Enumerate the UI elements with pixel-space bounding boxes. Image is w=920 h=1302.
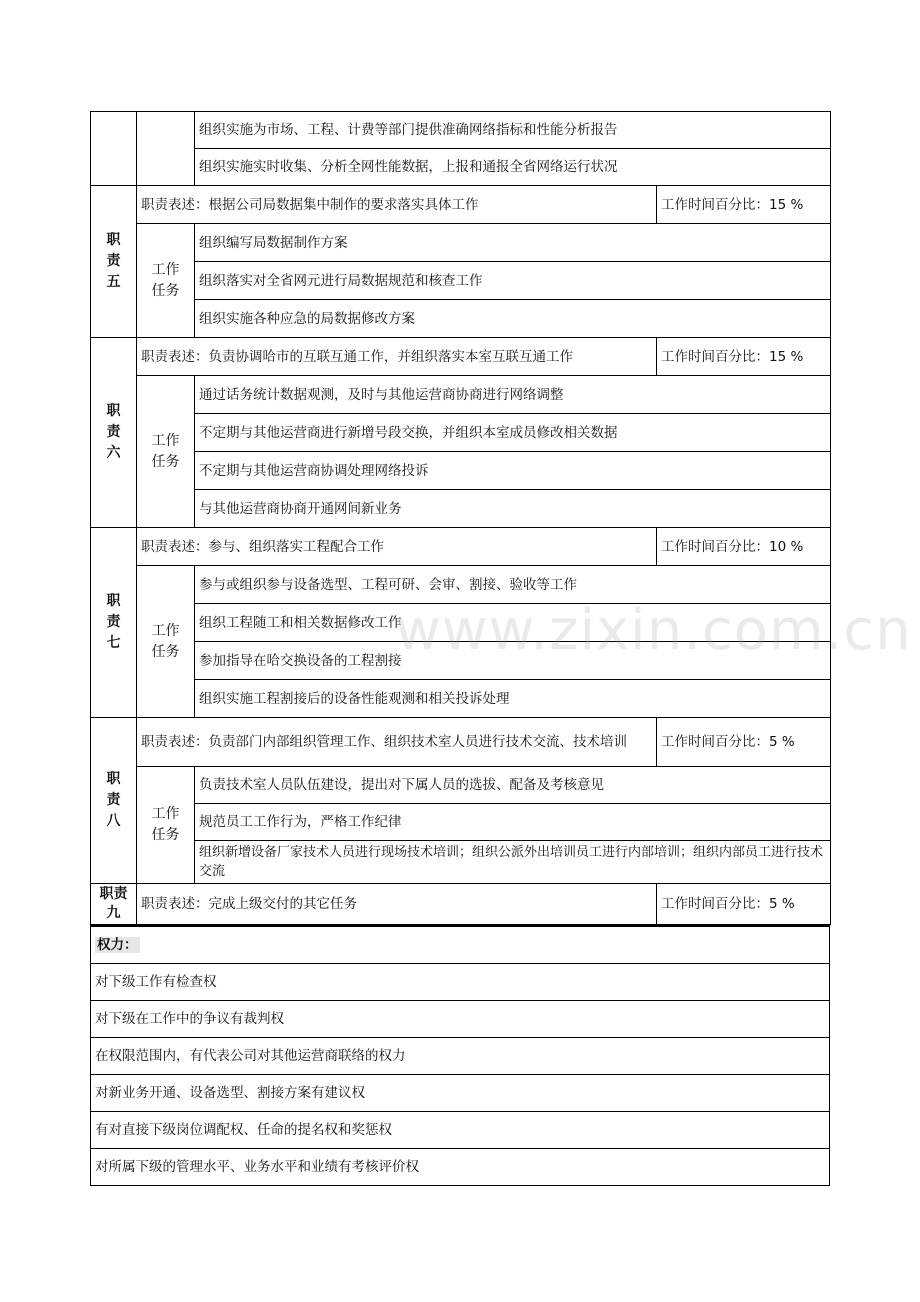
time-percentage: 工作时间百分比：5 % [657, 884, 831, 925]
table-row [91, 884, 831, 925]
table-row [91, 300, 831, 338]
table-row [91, 1149, 830, 1186]
table-row [91, 528, 831, 566]
powers-header: 权力： [91, 926, 830, 964]
table-row [91, 490, 831, 528]
duty-label-7: 职 责 七 [91, 528, 137, 718]
table-row [91, 376, 831, 414]
time-percentage: 工作时间百分比：5 % [657, 718, 831, 767]
task-item: 组织新增设备厂家技术人员进行现场技术培训；组织公派外出培训员工进行内部培训；组织内部员工进行技术交流 [195, 841, 831, 884]
power-item: 对所属下级的管理水平、业务水平和业绩有考核评价权 [91, 1149, 830, 1186]
task-label: 工作 任务 [137, 376, 195, 528]
table-row [91, 642, 831, 680]
table-row [91, 1112, 830, 1149]
power-item: 对下级工作有检查权 [91, 964, 830, 1001]
task-item: 组织实施工程割接后的设备性能观测和相关投诉处理 [195, 680, 831, 718]
table-row [91, 926, 830, 964]
task-item: 组织编写局数据制作方案 [195, 224, 831, 262]
task-item: 负责技术室人员队伍建设，提出对下属人员的选拔、配备及考核意见 [195, 767, 831, 804]
table-row [91, 452, 831, 490]
table-row [91, 566, 831, 604]
table-row [91, 1001, 830, 1038]
task-label: 工作 任务 [137, 767, 195, 884]
task-item: 组织实施各种应急的局数据修改方案 [195, 300, 831, 338]
table-row [91, 262, 831, 300]
power-item: 对新业务开通、设备选型、割接方案有建议权 [91, 1075, 830, 1112]
duty-description: 职责表述：参与、组织落实工程配合工作 [137, 528, 657, 566]
task-item: 参加指导在哈交换设备的工程割接 [195, 642, 831, 680]
table-row [91, 804, 831, 841]
table-row [91, 1038, 830, 1075]
duty-description: 职责表述：完成上级交付的其它任务 [137, 884, 657, 925]
watermark: www.zixin.com.cn [395, 598, 912, 663]
power-item: 有对直接下级岗位调配权、任命的提名权和奖惩权 [91, 1112, 830, 1149]
power-item: 在权限范围内，有代表公司对其他运营商联络的权力 [91, 1038, 830, 1075]
table-row [91, 964, 830, 1001]
table-row [91, 680, 831, 718]
task-item: 不定期与其他运营商协调处理网络投诉 [195, 452, 831, 490]
table-row [91, 718, 831, 767]
task-item: 组织落实对全省网元进行局数据规范和核查工作 [195, 262, 831, 300]
table-row [91, 186, 831, 224]
task-label-cell [137, 112, 195, 186]
task-item: 组织实施为市场、工程、计费等部门提供准确网络指标和性能分析报告 [195, 112, 831, 149]
table-row [91, 224, 831, 262]
task-label: 工作 任务 [137, 224, 195, 338]
task-item: 组织实施实时收集、分析全网性能数据，上报和通报全省网络运行状况 [195, 149, 831, 186]
power-item: 对下级在工作中的争议有裁判权 [91, 1001, 830, 1038]
time-percentage: 工作时间百分比：15 % [657, 186, 831, 224]
table-row [91, 338, 831, 376]
powers-table [90, 925, 830, 1186]
table-row [91, 1075, 830, 1112]
duty-description: 职责表述：根据公司局数据集中制作的要求落实具体工作 [137, 186, 657, 224]
table-row [91, 149, 831, 186]
table-row [91, 604, 831, 642]
duty-label-9: 职责 九 [91, 884, 137, 925]
task-item: 通过话务统计数据观测，及时与其他运营商协商进行网络调整 [195, 376, 831, 414]
task-item: 规范员工工作行为，严格工作纪律 [195, 804, 831, 841]
task-label: 工作 任务 [137, 566, 195, 718]
duty-label-cell [91, 112, 137, 186]
table-row [91, 112, 831, 149]
table-row [91, 841, 831, 884]
table-row [91, 414, 831, 452]
duties-table [90, 111, 831, 925]
task-item: 参与或组织参与设备选型、工程可研、会审、割接、验收等工作 [195, 566, 831, 604]
job-description-page [90, 111, 830, 1186]
duty-label-6: 职 责 六 [91, 338, 137, 528]
duty-description: 职责表述：负责部门内部组织管理工作、组织技术室人员进行技术交流、技术培训 [137, 718, 657, 767]
duty-label-8: 职 责 八 [91, 718, 137, 884]
time-percentage: 工作时间百分比：10 % [657, 528, 831, 566]
task-item: 不定期与其他运营商进行新增号段交换，并组织本室成员修改相关数据 [195, 414, 831, 452]
duty-label-5: 职 责 五 [91, 186, 137, 338]
task-item: 与其他运营商协商开通网间新业务 [195, 490, 831, 528]
task-item: 组织工程随工和相关数据修改工作 [195, 604, 831, 642]
time-percentage: 工作时间百分比：15 % [657, 338, 831, 376]
duty-description: 职责表述：负责协调哈市的互联互通工作，并组织落实本室互联互通工作 [137, 338, 657, 376]
table-row [91, 767, 831, 804]
